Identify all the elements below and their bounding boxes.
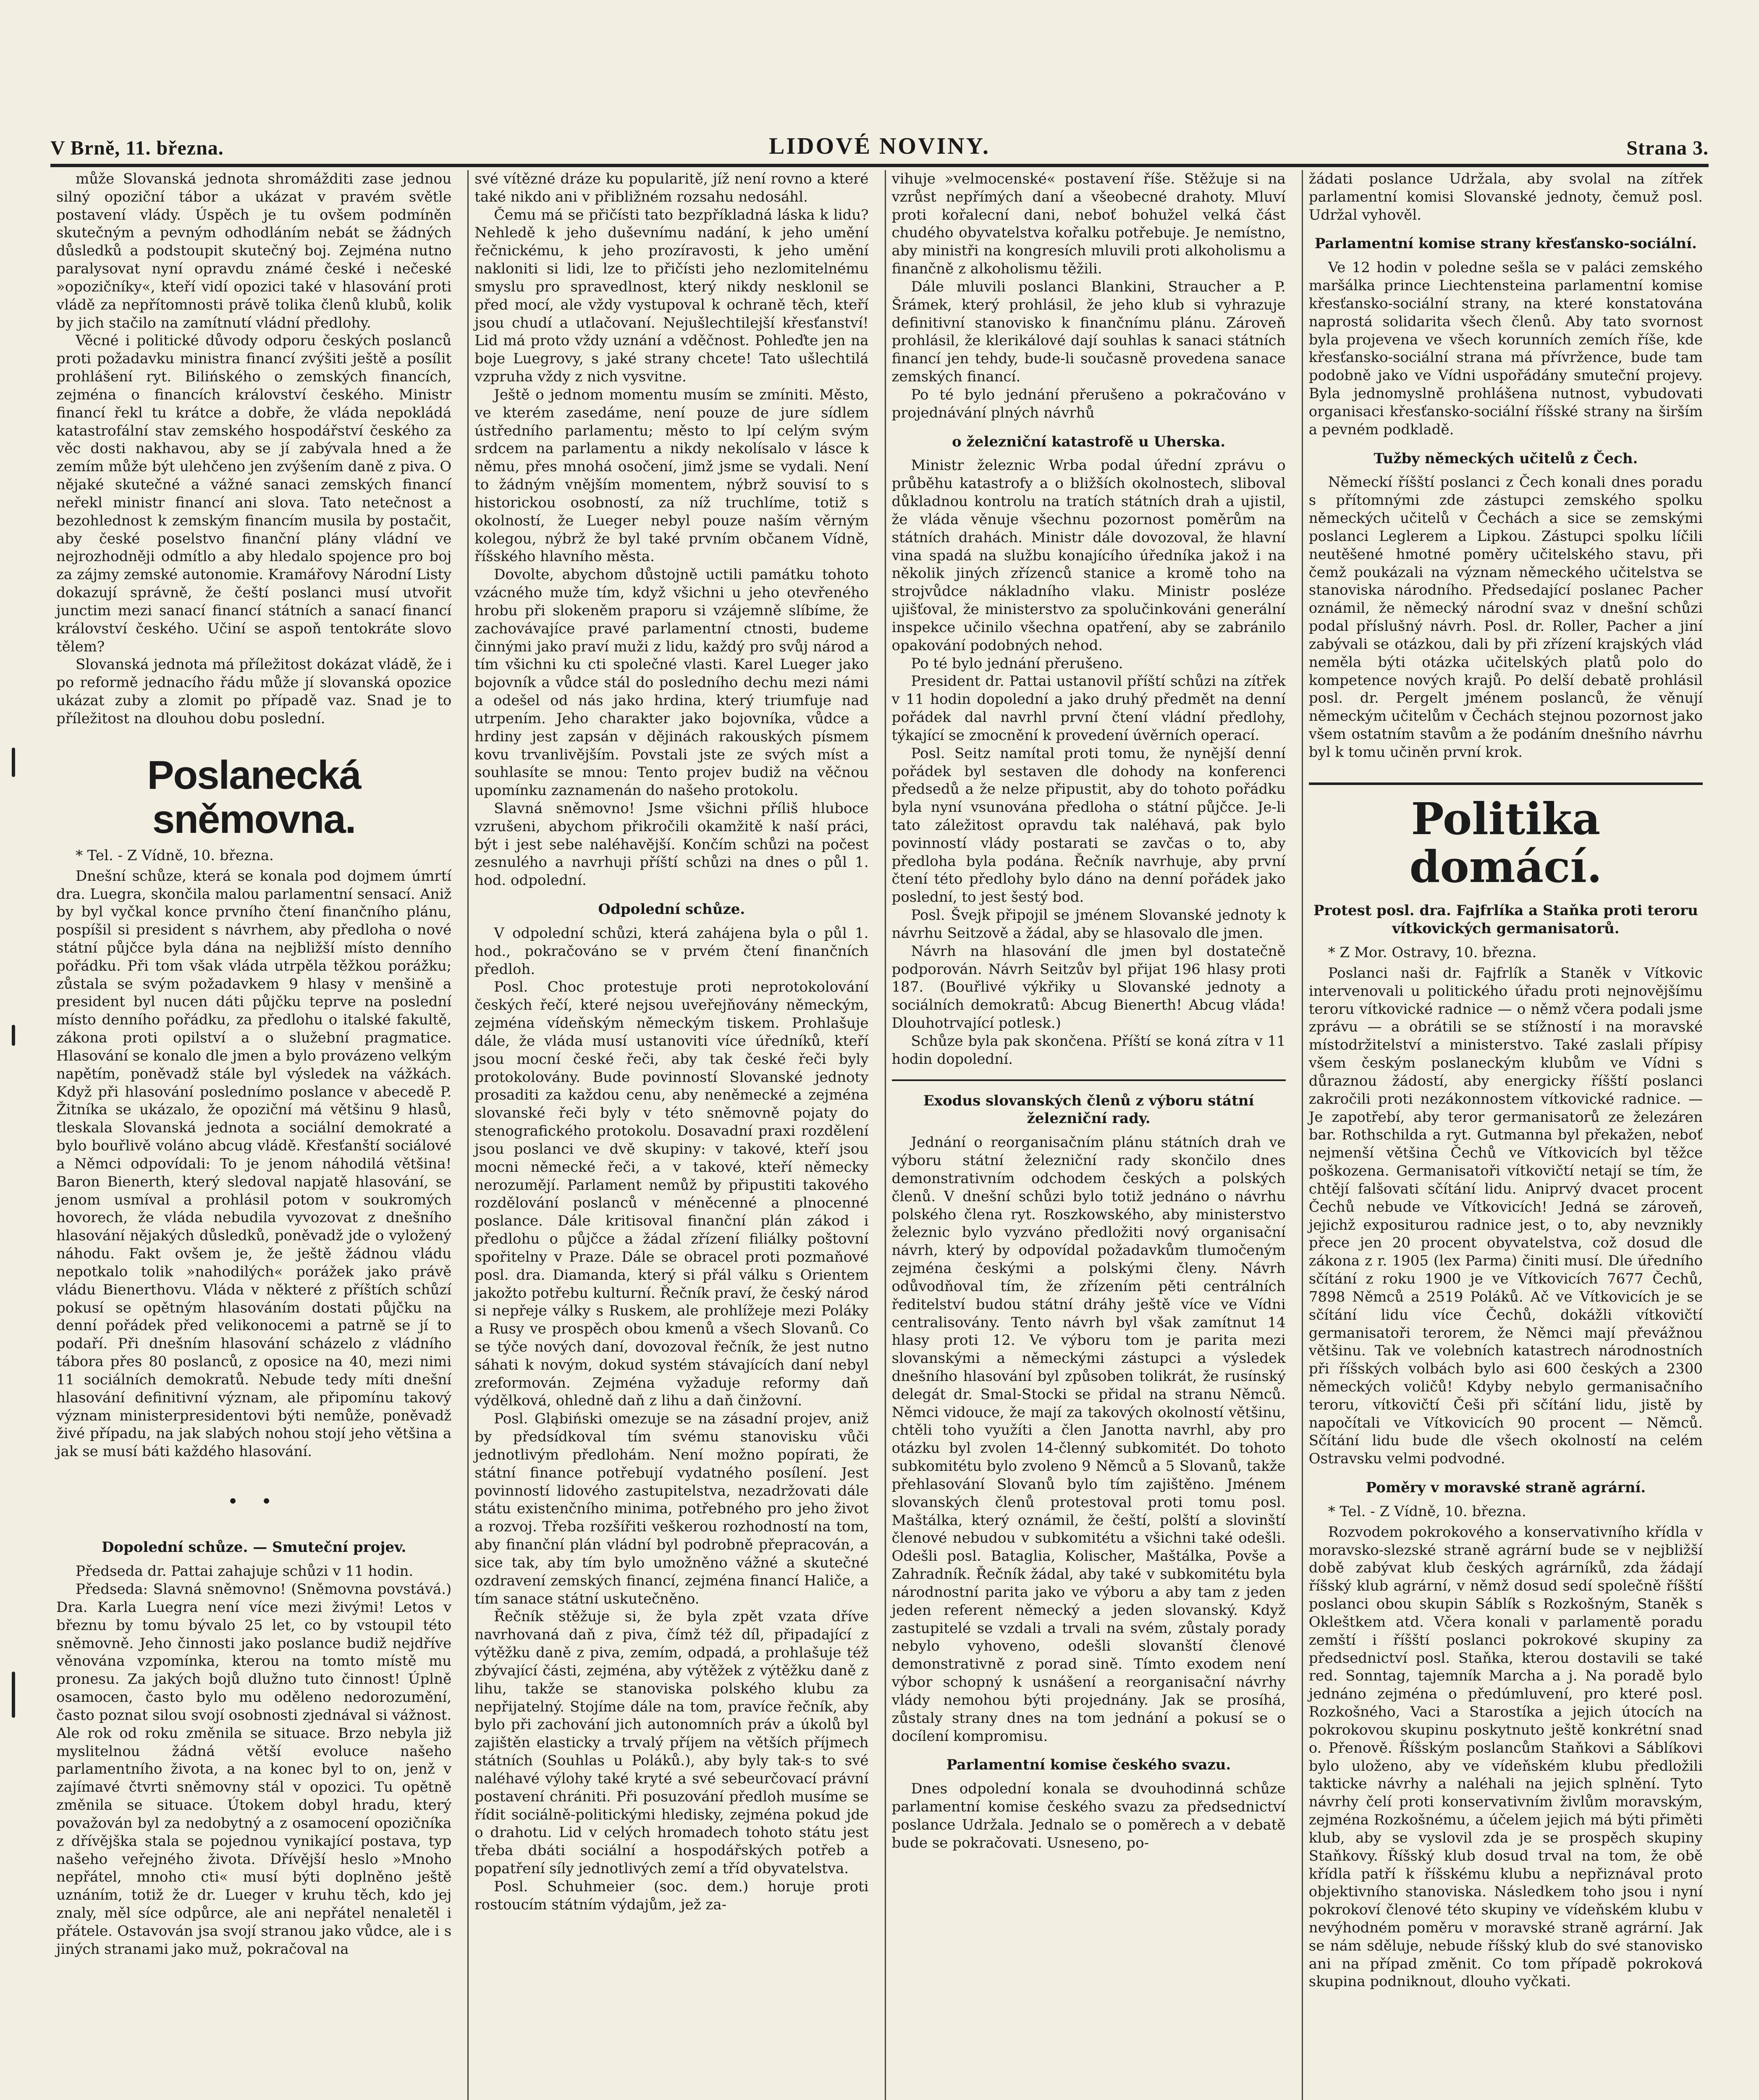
section-heading-politika-domaci: Politika domácí.: [1309, 782, 1703, 891]
column-3: [885, 170, 1292, 2100]
paragraph: své vítězné dráze ku popularitě, jíž není rovno a které také nikdo ani v přibližném rozsahu nedosáhl.: [474, 171, 869, 205]
section-heading-dopoledni-schuze: Dopolední schůze. — Smuteční projev.: [101, 1539, 406, 1556]
paragraph: Slovanská jednota má příležitost dokázat vládě, že i po reformě jednacího řádu může jí slovanská opozice ukázat zuby a zlomit po případě vaz. Snad je to příležitost na dlouhou dobu poslední.: [56, 656, 452, 727]
dateline: * Z Mor. Ostravy, 10. března.: [1328, 944, 1537, 961]
section-heading-parlamentni-komise-svazu: Parlamentní komise českého svazu.: [946, 1756, 1231, 1774]
paragraph: může Slovanská jednota shromážditi zase jednou silný opoziční tábor a ukázat v pravém světle postavení vlády. Úspěch je tu ovšem podmíněn skutečným a pevným odhodláním nebát se žádných důsledků a podstoupit skutečný boj. Zejména nutno paralysovat nyní opravdu známé české i nečeské »opozičníky«, kteří vidí opozici také v hlasování proti vládě za nepřítomnosti právě tolika členů klubů, kolik by jich stačilo na zamítnutí vládní předlohy.: [56, 171, 452, 331]
section-heading-exodus: Exodus slovanských členů z výboru státní železniční rady.: [923, 1092, 1254, 1127]
paragraph: Věcné i politické důvody odporu českých poslanců proti požadavku ministra financí zvýšiti ještě a posílit prohlášení ryt. Bilińského o zemských financích, zejména o financích království českého. Ministr financí řekl tu krátce a dobře, že vláda nepokládá katastrofální stav zemského hospodářství českého za věc dosti nakhavou, aby se jí zabývala hned a že zemím může být ulehčeno jen zvýšením daně z piva. O nějaké skutečné a vážné sanaci zemských financí neřekl ministr financí ani slova. Tato netečnost a bezohlednost k zemským financím musila by postačit, aby české poselstvo finanční plány vládní ve nejrozhodněji odmítlo a aby hledalo spojence pro boj za zájmy zemské autonomie. Kramářovy Národní Listy dokazují správně, že čeští poslanci musí utvořit junctim mezi sanací financí státních a sanací financí království českého. Učiní se aspoň tentokráte slovo tělem?: [56, 332, 452, 655]
paragraph: Jednání o reorganisačním plánu státních drah ve výboru státní železniční rady skončilo dnes demonstrativním odchodem českých a polských členů. V dnešní schůzi bylo totiž jednáno o návrhu polského člena ryt. Roszkowského, aby ministerstvo železnic bylo vyzváno předložiti nový organisační návrh, který by odpovídal požadavkům tlumočeným zejména českými a polskými členy. Návrh odůvodňoval tím, že zřízením pěti centrálních ředitelství budou státní dráhy ještě více ve Vídni centralisovány. Tento návrh byl však zamítnut 14 hlasy proti 12. Ve výboru tom je parita mezi slovanskými a německými zástupci a výsledek dnešního hlasování byl způsoben tolikrát, že rusínský delegát dr. Smal-Stocki se přidal na stranu Němců. Němci vidouce, že mají za takových okolností většinu, chtěli toho využíti a člen Janotta navrhl, aby pro otázku byl zvolen 14-členný subkomitét. Do tohoto subkomitétu bylo zvoleno 9 Němců a 5 Slovanů, takže přehlasování Slovanů bylo tím zajištěno. Jménem slovanských členů protestoval proti tomu posl. Maštálka, který oznámil, že čeští, polští a slovinští členové nebudou v subkomitétu a všichni také odešli. Odešli posl. Bataglia, Kolischer, Maštálka, Povše a Zahradník. Řečník žádal, aby také v subkomitétu byla národnostní parita jako ve výboru a aby tam z jeden jeden referent německý a jeden slovanský. Když zastupitelé se vzdali a trvali na svém, zůstaly porady nebylo vyhoveno, odešli slovanští členové demonstrativně z porad sině. Tímto exodem není výbor schopný k usnášení a reorganisační návrhy vlády nemohou býti projednány. Jak se prosíhá, zůstaly strany dnes na tom jednání a pokusí se o docílení kompromisu.: [891, 1134, 1286, 1745]
article-columns: [50, 170, 1709, 2100]
paragraph: Po té bylo jednání přerušeno a pokračováno v projednávání plných návrhů: [891, 386, 1286, 421]
header-date: V Brně, 11. března.: [50, 137, 224, 159]
newspaper-title: LIDOVÉ NOVINY.: [769, 133, 990, 159]
column-2: [467, 170, 874, 2100]
paragraph: Dnešní schůze, která se konala pod dojmem úmrtí dra. Luegra, skončila malou parlamentní sensací. Aniž by byl vyčkal konce prvního čtení finančního plánu, pospíšil si president s návrhem, aby předloha o nové státní půjčce byla dána na nejbližší místo denního pořádku. Při tom však vláda utrpěla těžkou porážku; zůstala se svým požadavkem 9 hlasy v menšině a president byl nucen dáti půjčku teprve na poslední místo denního pořádku, za předlohu o italské fakultě, zákona proti opilství a o služební pragmatice. Hlasování se konalo dle jmen a bylo provázeno velkým napětím, poněvadž stále byl výsledek na vážkách. Když při hlasování poslednímo poslance v abecedě P. Žitníka se ukázalo, že opoziční má většinu 9 hlasů, tleskala Slovanská jednota a sociální demokraté a bylo bouřlivě voláno abcug vládě. Křesťanští sociálové a Němci odpovídali: To je jenom náhodilá většina! Baron Bienerth, který sledoval napjatě hlasování, se jenom usmíval a prohlásil potom v soukromých hovorech, že vláda nebudila vyvozovat z dnešního hlasování nějakých důsledků, poněvadž jde o vyložený náhodu. Fakt ovšem je, že ještě žádnou vládu nepotkalo tolik »nahodilých« porážek jako právě vládu Bienerthovu. Vláda v některé z příštích schůzí pokusí se opětným hlasováním dostati půjčku na denní pořádek před velikonocemi a patrně se jí to podaří. Při dnešním hlasování scházelo z vládního tábora přes 80 poslanců, z oposice na 40, mezi nimi 11 sociálních demokratů. Nebude tedy míti dnešní hlasování definitivní význam, ale připomínu takový význam ministerpresidentovi býti nemůže, poněvadž živé případu, na jak slabých nohou stojí jeho většina a jak se musí báti každého hlasování.: [56, 867, 452, 1460]
paragraph: Návrh na hlasování dle jmen byl dostatečně podporován. Návrh Seitzův byl přijat 196 hlasy proti 187. (Bouřlivé výkřiky u Slovanské jednoty a sociálních demokratů: Abcug Bienerth! Abcug vláda! Dlouhotrvající potlesk.): [891, 942, 1286, 1032]
paragraph: Dnes odpolední konala se dvouhodinná schůze parlamentní komise českého svazu za předsednictví poslance Udržala. Jednalo se o poměrech a v debatě bude se pokračovati. Usneseno, po-: [891, 1780, 1286, 1851]
paragraph: Rozvodem pokrokového a konservativního křídla v moravsko-slezské straně agrární bude se v nejbližší době zabývat klub českých agrárníků, zda žádají říšský klub agrární, v němž dosud sedí společně říšští poslanci obou skupin Sáblík s Rozkošným, Staněk s Okleštkem atd. Včera konali v parlamentě poradu zemští i říšští poslanci pokrokové skupiny za předsednictví posl. Staňka, kterou dostavili se také red. Sonntag, tajemník Marcha a j. Na poradě bylo jednáno zejména o předúmluvení, pro které posl. Rozkošného, Vaci a Starostíka a jejich útocích na pokrokovou skupinu poskytnuto ještě konkrétní snad o. Přenově. Říšským poslancům Staňkovi a Sáblíkovi bylo uloženo, aby ve vídeňském klubu předložili takticke návrhy a naléhali na jejich splnění. Tyto návrhy čelí proti konservativním živlům moravským, zejména Rozkošnému, a účelem jejich má býti přiměti klub, aby se vyslovil zda je se prospěch skupiny Staňkovy. Říšský klub dosud trval na tom, že obě křídla patří k říšskému klubu a nepřiznával proto objektivního stanoviska. Následkem toho jsou i nyní pokrokoví členové této skupiny ve vídeňském klubu v nevýhodném poměru v moravské straně agrární. Jak se nám sděluje, nebude říšský klub do své stanovisko ani na případ změnit. Co tom případě pokroková skupina podniknout, dlouho vyčkati.: [1308, 1523, 1703, 1990]
scan-speck: [12, 748, 15, 777]
section-heading-protest: Protest posl. dra. Fajfrlíka a Staňka proti teroru vítkovických germanisatorů.: [1313, 902, 1698, 937]
section-heading-zeleznicni-katastrofa: o železniční katastrofě u Uherska.: [952, 433, 1226, 450]
paragraph: Dovolte, abychom důstojně uctili památku tohoto vzácného muže tím, když všichni u jeho otevřeného hrobu při slokeněm praporu si vzájemně slíbíme, že zachovávajíce pravé parlamentní ctnosti, budeme činnými jako praví muži z lidu, každý pro svůj národ a tím všichni ku cti společné vlasti. Karel Lueger jako bojovník a vůdce stál do posledního dechu mezi námi a odešel od nás jako hrdina, který triumfuje nad utrpením. Jeho charakter jako bojovníka, vůdce a hrdiny jest zapsán v dějinách rakouských písmem kovu trvanlivějším. Povstali jste ze svých míst a souhlasíte se mnou: Tento projev budiž na věčnou upomínku zaznamenán do našeho protokolu.: [474, 566, 869, 799]
paragraph: Posl. Seitz namítal proti tomu, že nynější denní pořádek byl sestaven dle dohody na konferenci předsedů a že nelze připustit, aby do tohoto pořádku byla nyní vsunována předloha o státní půjčce. Je-li tato záležitost opravdu tak naléhavá, pak bylo povinností vlády postarati se zavčas o to, aby předloha byla podána. Řečník navrhuje, aby první čtení této předlohy bylo dáno na denní pořádek jako poslední, to jest šestý bod.: [891, 745, 1286, 906]
paragraph: Posl. Schuhmeier (soc. dem.) horuje proti rostoucím státním výdajům, jež za-: [474, 1878, 869, 1913]
paragraph: Předseda: Slavná sněmovno! (Sněmovna povstává.) Dra. Karla Luegra není více mezi živými! Letos v březnu by tomu bývalo 25 let, co by vstoupil této sněmovně. Jeho činnosti jako poslance budiž nejdříve věnována vzpomínka, kterou na tomto místě mu pronesu. Za jakých bojů dlužno tuto činnost! Úplně osamocen, často bylo mu oděleno nedorozumění, často poznat silou svojí osobnosti zjednával si vážnost. Ale rok od roku změnila se situace. Brzo nebyla již myslitelnou žádná větší evoluce našeho parlamentního života, a na konec byl to on, jenž v zajímavé čtvrti sněmovny stál v opozici. Tu opětně změnila se situace. Útokem dobyl hradu, který považován byl za nedobytný a z osamocení opozičníka z dřívějška stala se pojednou vynikající postava, typ našeho veřejného života. Dřívější heslo »Mnoho nepřátel, mnoho cti« musí býti doplněno ještě uznáním, totiž že dr. Lueger v kruhu těch, kdo jej znaly, měl síce odpůrce, ale ani nepřátel nenaletěl i přátele. Ostavován jsa svojí stranou jako vůdce, ale i s jiných stranami jako muž, pokračoval na: [56, 1581, 452, 1958]
paragraph: Po té bylo jednání přerušeno.: [911, 655, 1123, 672]
paragraph: Řečník stěžuje si, že byla zpět vzata dříve navrhovaná daň z piva, čímž též díl, připadající z výtěžku daně z piva, zemím, odpadá, a prohlašuje též zbývající části, zejména, aby výtěžek z výtěžku daně z lihu, takže se stanoviska polského klubu za nepřijatelný. Stojíme dále na tom, pravíce řečník, aby bylo při zachování jich autonomních práv a úkolů byl zajištěn elasticky a trvalý příjem na větších příjmech státních (Souhlas u Poláků.), aby byly tak-s to své naléhavé výlohy také kryté a své sebeurčovací právní postavení chrániti. Při posuzování předloh musíme se řídit sociálně-politickými hledisky, zejména pokud jde o drahotu. Lid v celých hromadech tohoto státu jest třeba dbáti sociální a hospodářských potřeb a popatření síly jednotlivých zemí a tříd obyvatelstva.: [474, 1608, 869, 1877]
section-heading-krestansko-socialni: Parlamentní komise strany křesťansko-sociální.: [1314, 235, 1697, 252]
paragraph: Ještě o jednom momentu musím se zmíniti. Město, ve kterém zasedáme, není pouze de jure sídlem ústředního parlamentu; město to lpí celým svým srdcem na parlamentu a nikdy nekolísalo v lásce k němu, přes mnohá osočení, jimž jsme se vydali. Není to žádným vnějším momentem, nýbrž souvisí to s historickou osobností, za níž truchlíme, totiž s okolností, že Lueger nebyl pouze naším věrným kolegou, nýbrž že byl také prvním občanem Vídně, říšského hlavního města.: [474, 386, 869, 565]
paragraph: V odpolední schůzi, která zahájena byla o půl 1. hod., pokračováno se v prvém čtení finančních předloh.: [474, 924, 869, 978]
page-header: [50, 126, 1709, 167]
paragraph: Ministr železnic Wrba podal úřední zprávu o průběhu katastrofy a o bližších okolnostech, sliboval důkladnou kontrolu na tratích státních drah a ujistil, že vláda věnuje všechnu pozornost poměrům na státních drahách. Ministr dále dovozoval, že hlavní vina spadá na službu konajícího úředníka jakož i na několik jiných zřízenců stanice a kromě toho na strojvůdce nákladního vlaku. Ministr posléze ujišťoval, že ministerstvo za spolučinkováni generální inspekce učinilo všechna opatření, aby se zabránilo opakování podobných nehod.: [891, 457, 1286, 654]
paragraph: vihuje »velmocenské« postavení říše. Stěžuje si na vzrůst nepřímých daní a všeobecné drahoty. Mluví proti kořalecní dani, neboť bohužel velká část chudého obyvatelstva kořalku potřebuje. Je nemístno, aby ministři na kongresích mluvili proti alkoholismu a finančně z alkoholismu těžili.: [891, 171, 1286, 278]
section-heading-odpoledni-schuze: Odpolední schůze.: [598, 901, 745, 918]
paragraph: Posl. Choc protestuje proti neprotokolování českých řečí, které nejsou uveřejňovány německým, zejména vídeňským německým tiskem. Prohlašuje dále, že vláda musí ustanoviti více úředníků, kteří jsou mocní české řeči, aby tak české řeči byly protokolovány. Bude povinností Slovanské jednoty prosaditi za každou cenu, aby neněmecké a zejména slovanské řeči byly v této sněmovně pojaty do stenografického protokolu. Dosavadní praxi rozdělení jsou poslanci ve dvě skupiny: v takové, kteří jsou mocni německé řeči, a v takové, kteří německy nerozumějí. Parlament nemůž by připustiti takového rozdělování poslanců v méněcenné a plnocenné poslance. Dále kritisoval finanční plán zákod i předlohu o půjčce a žádal zřízení filiálky poštovní spořitelny v Praze. Dále se obracel proti pozmaňové posl. dra. Diamanda, který si přál válku s Orientem jakožto potřebu kulturní. Řečník praví, že český národ si nepřeje války s Ruskem, ale prohlížeje mezi Poláky a Rusy ve prospěch obou kmenů a všech Slovanů. Co se týče nových daní, dovozoval řečník, že jest nutno sáhati k novým, dokud systém stávajících daní nebyl zreformován. Zejména vyžaduje reformy daň výdělková, ohledně daň z lihu a daň činžovní.: [474, 979, 869, 1410]
scan-speck: [12, 1025, 15, 1046]
paragraph: Čemu má se přičísti tato bezpříkladná láska k lidu? Nehledě k jeho duševnímu nadání, k jeho umění řečnickému, k jeho prozíravosti, k jeho umění nakloniti si lidi, lze to přičísti jeho nezlomitelnému smyslu pro spravedlnost, který nikdy nesklonil se před mocí, ale vždy vystupoval k ochraně těch, kteří jsou chudí a utlačovaní. Nejušlechtilejší křesťanství! Lid má proto vždy uznání a vděčnost. Pohleďte jen na boje Luegrovy, s jaké strany chcete! Tato ušlechtilá vzpruha vždy z nich vysvitne.: [474, 206, 869, 386]
dateline: * Tel. - Z Vídně, 10. března.: [1328, 1503, 1526, 1520]
paragraph: žádati poslance Udržala, aby svolal na zítřek parlamentní komisi Slovanské jednoty, čemuž posl. Udržal vyhověl.: [1308, 171, 1703, 223]
paragraph: Předseda dr. Pattai zahajuje schůzi v 11 hodin.: [76, 1563, 414, 1580]
paragraph: Schůze byla pak skončena. Příští se koná zítra v 11 hodin dopolední.: [891, 1032, 1286, 1068]
section-divider: [892, 1079, 1286, 1081]
dateline: * Tel. - Z Vídně, 10. března.: [76, 847, 274, 864]
page-number: Strana 3.: [1626, 137, 1709, 159]
paragraph: Posl. Gląbiński omezuje se na zásadní projev, aniž by předsídkoval tím svému stanovisku vůči jednotlivým předlohám. Není možno popírati, že státní finance potřebují vydatného posílení. Jest povinností lidového zastupitelstva, nezadržovati dále státu existenčního minima, potřebného pro jeho život a rozvoj. Třeba rozšířiti veškerou rozhodností na tom, aby finanční plán vládní byl podrobně přepracován, a sice tak, aby tím bylo umožněno vážné a skutečné ozdravení zemských financí, zejména financí Haliče, a tím sanace státní uskutečněno.: [474, 1410, 869, 1607]
section-separator: • •: [227, 1491, 280, 1513]
paragraph: Německí říšští poslanci z Čech konali dnes poradu s přítomnými zde zástupci zemského spolku německých učitelů v Čechách a sice se zemskými poslanci Leglerem a Lipkou. Zástupci spolku líčili neutěšené hmotné poměry učitelského stavu, při čemž poukázali na význam německého učitelstva se stanoviska národního. Předsedající poslanec Pacher oznámil, že německý národní svaz v dnešní schůzi podal příslušný návrh. Posl. dr. Roller, Pacher a jiní zabývali se otázkou, dali by při zřízení krajských vlád neměla býti otázka učitelských platů polo do kompetence nových krajů. Po delší debatě prohlásil posl. dr. Pergelt jménem poslanců, že věnují německým učitelům v Čechách stejnou pozornost jako všem ostatním stavům a že podáním dnešního návrhu byl k tomu učiněn první krok.: [1308, 474, 1703, 761]
section-heading-poslanecka-snemovna: Poslanecká sněmovna.: [147, 752, 361, 842]
scan-speck: [12, 1672, 15, 1718]
section-heading-tuzby-ucitelu: Tužby německých učitelů z Čech.: [1374, 450, 1638, 467]
section-heading-agrarni: Poměry v moravské straně agrární.: [1366, 1479, 1646, 1496]
column-4: [1302, 170, 1709, 2100]
paragraph: Posl. Švejk připojil se jménem Slovanské jednoty k návrhu Seitzově a žádal, aby se hlasovalo dle jmen.: [891, 907, 1286, 942]
paragraph: President dr. Pattai ustanovil příští schůzi na zítřek v 11 hodin dopolední a jako druhý předmět na denní pořádek dal navrhl první čtení vládní předlohy, týkající se zmocnění k provedení úvěrních operací.: [891, 673, 1286, 744]
paragraph: Dále mluvili poslanci Blankini, Straucher a P. Šrámek, který prohlásil, že jeho klub si vyhrazuje definitivní stanovisko k finančnímu plánu. Zároveň prohlásil, že klerikálové dají souhlas k sanaci státních financí jen tehdy, bude-li současně provedena sanace zemských financí.: [891, 278, 1286, 386]
paragraph: Slavná sněmovno! Jsme všichni příliš hluboce vzrušeni, abychom přikročili okamžitě k naší práci, být i jest sebe naléhavější. Končím schůzi na počest zesnulého a navrhuji příští schůzi na dnes o půl 1. hod. odpolední.: [474, 800, 869, 889]
paragraph: Poslanci naši dr. Fajfrlík a Staněk v Vítkovic intervenovali u politického úřadu proti nejnovějšímu teroru vítkovické radnice — o němž včera podali jsme zprávu — a obrátili se se stížností i na moravské místodržitelství a ministerstvo. Také zaslali přípisy všem českým poslaneckým klubům ve Vídni s důraznou žádostí, aby energicky říšští poslanci zakročili proti nezákonnostem vítkovické radnice. — Je zapotřebí, aby teror germanisatorů ze železáren bar. Rothschilda a ryt. Gutmanna byl překažen, neboť nejmenší většina Čechů ve Vítkovicích byl těžce poškozena. Germanisatoři vítkovičtí netají se tím, že chtějí falšovati sčítání lidu. Aniprvý dvacet procent Čechů nebude ve Vítkovicích! Jedná se zároveň, jejichž expositurou radnice jest, o to, aby nevznikly přece jen 20 procent obyvatelstva, což dosud dle zákona z r. 1905 (lex Parma) činiti musí. Dle úředního sčítání z roku 1900 je ve Vítkovicích 7677 Čechů, 7898 Němců a 2519 Poláků. Ač ve Vítkovicích je se sčítání lidu více Čechů, dokážli vítkovičtí germanisatoři terorem, že Němci mají převážnou většinu. Tak ve volebních katastrech národnostních při říšských volbách bylo asi 600 českých a 2300 německých voličů! Kdyby nebylo germanisačního teroru, vítkovičtí Češi při sčítání lidu, jistě by napočítali ve Vítkovicích 90 procent — Němců. Sčítání lidu bude dle všech okolností na celém Ostravsku velmi podvodné.: [1308, 964, 1703, 1467]
column-1: [50, 170, 457, 2100]
paragraph: Ve 12 hodin v poledne sešla se v paláci zemského maršálka prince Liechtensteina parlamentní komise křesťansko-sociální strany, na které konstatována naprostá solidarita všech členů. Aby tato svornost byla projevena ve všech korunních zemích říše, kde křesťansko-sociální strana má přívržence, bude tam podobně jako ve Vídni uspořádány smuteční projevy. Byla jednomyslně prohlášena nutnost, vybudovati organisaci křesťansko-sociální říšské strany na širším a pevném podkladě.: [1308, 259, 1703, 438]
